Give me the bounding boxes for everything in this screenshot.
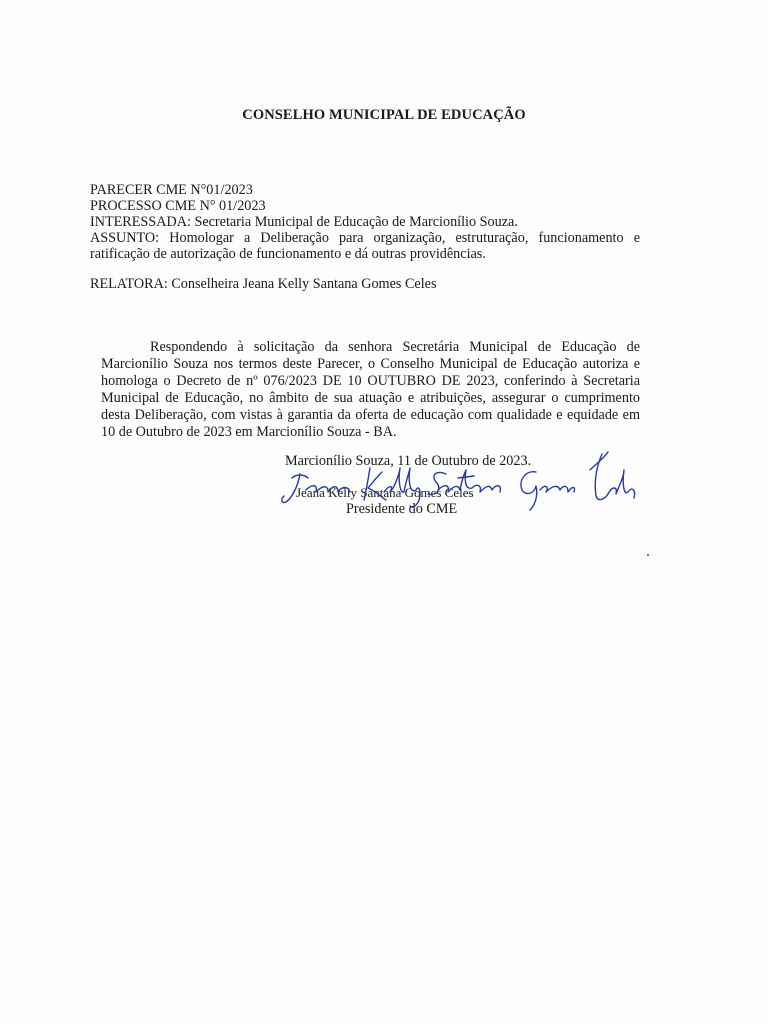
body-paragraph: Respondendo à solicitação da senhora Secretária Municipal de Educação de Marcionílio Souza nos termos deste Parecer, o Conselho Municipal de Educação autoriza e homologa o Decreto de nº 076/2023 DE 10 OUTUBRO DE 2023, conferindo à Secretaria Municipal de Educação, no âmbito de sua atuação e atribuições, assegurar o cumprimento desta Deliberação, com vistas à garantia da oferta de educação com qualidade e equidade em 10 de Outubro de 2023 em Marcionílio Souza - BA. <box>101 339 640 440</box>
relatora-line: RELATORA: Conselheira Jeana Kelly Santana Gomes Celes <box>90 276 437 292</box>
handwritten-signature <box>278 440 638 520</box>
document-header <box>90 182 640 262</box>
parecer-number: PARECER CME N°01/2023 <box>90 182 253 198</box>
interessada-line: INTERESSADA: Secretaria Municipal de Educação de Marcionílio Souza. <box>90 214 518 230</box>
scan-speck <box>647 554 649 556</box>
processo-number: PROCESSO CME N° 01/2023 <box>90 198 266 214</box>
signer-name: Jeana Kelly Santana Gomes Celes <box>296 485 474 500</box>
signer-role: Presidente do CME <box>346 501 458 517</box>
date-line: Marcionílio Souza, 11 de Outubro de 2023. <box>285 453 532 469</box>
assunto-line: ASSUNTO: Homologar a Deliberação para organização, estruturação, funcionamento e ratificação de autorização de funcionamento e dá outras providências. <box>90 230 640 262</box>
document-title: CONSELHO MUNICIPAL DE EDUCAÇÃO <box>242 107 526 123</box>
